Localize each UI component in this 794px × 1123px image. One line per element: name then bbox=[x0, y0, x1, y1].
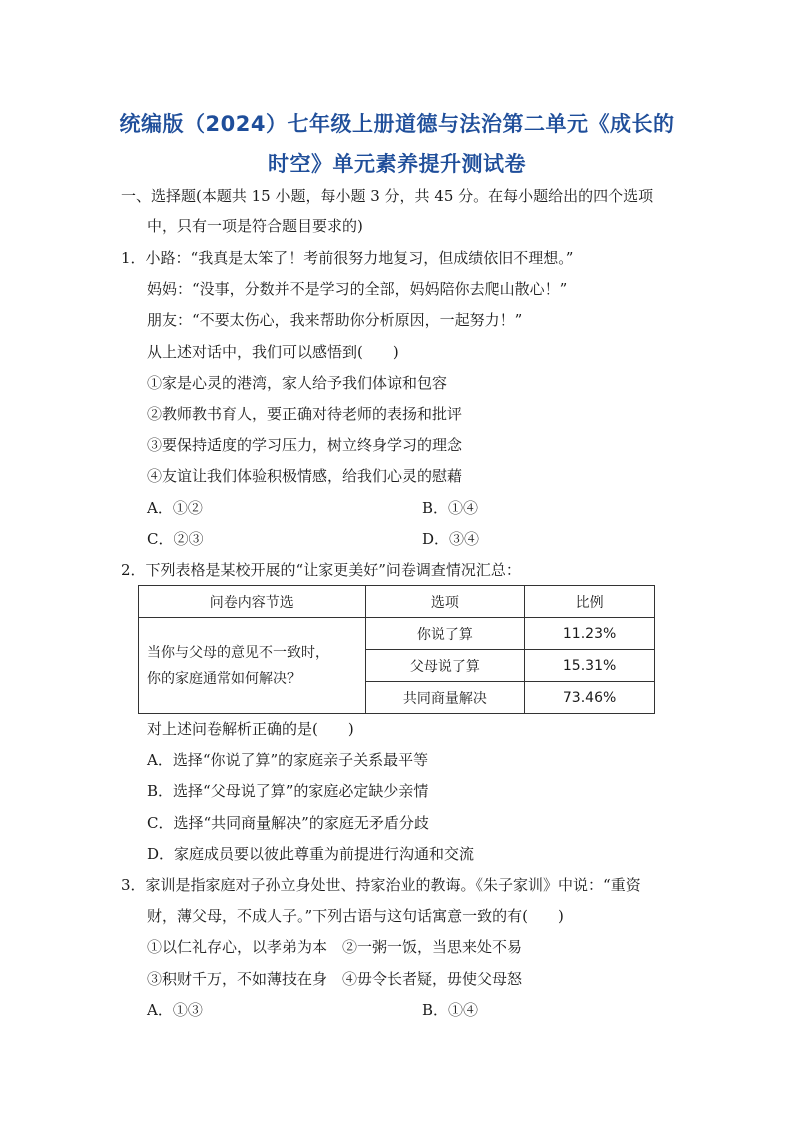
survey-table bbox=[138, 585, 655, 714]
section-heading-cont: 中，只有一项是符合题目要求的) bbox=[147, 217, 363, 235]
table-header-option: 选项 bbox=[365, 586, 525, 618]
q2-option-a: A．选择“你说了算”的家庭亲子关系最平等 bbox=[147, 751, 429, 769]
survey-option-cell: 你说了算 bbox=[365, 618, 525, 650]
survey-question-line-1: 当你与父母的意见不一致时， bbox=[147, 644, 329, 661]
q1-dialog-mom: 妈妈：“没事，分数并不是学习的全部，妈妈陪你去爬山散心！” bbox=[147, 280, 568, 298]
q3-stem: 3．家训是指家庭对子孙立身处世、持家治业的教诲。《朱子家训》中说：“重资 bbox=[121, 876, 641, 894]
table-row bbox=[139, 618, 655, 650]
q2-option-c: C．选择“共同商量解决”的家庭无矛盾分歧 bbox=[147, 814, 429, 832]
exam-title-line-1: 统编版（2024）七年级上册道德与法治第二单元《成长的 bbox=[119, 112, 675, 136]
q3-stem-cont: 财，薄父母，不成人子。”下列古语与这句话寓意一致的有( ) bbox=[147, 907, 564, 925]
q3-items-2: ③积财千万，不如薄技在身 ④毋令长者疑，毋使父母怒 bbox=[147, 970, 523, 988]
q1-statement-3: ③要保持适度的学习压力，树立终身学习的理念 bbox=[147, 436, 463, 454]
q1-statement-4: ④友谊让我们体验积极情感，给我们心灵的慰藉 bbox=[147, 467, 463, 485]
q1-option-c: C．②③ bbox=[147, 530, 204, 548]
survey-option-cell: 父母说了算 bbox=[365, 650, 525, 682]
q2-option-d: D．家庭成员要以彼此尊重为前提进行沟通和交流 bbox=[147, 845, 475, 863]
survey-question-line-2: 你的家庭通常如何解决？ bbox=[147, 670, 301, 687]
survey-ratio-cell: 11.23% bbox=[525, 618, 655, 650]
q1-prompt: 从上述对话中，我们可以感悟到( ) bbox=[147, 343, 399, 361]
section-heading: 一、选择题(本题共 15 小题，每小题 3 分，共 45 分。在每小题给出的四个选项 bbox=[121, 187, 654, 205]
q1-option-d: D．③④ bbox=[422, 530, 480, 548]
q2-prompt: 对上述问卷解析正确的是( ) bbox=[147, 720, 354, 738]
q1-option-a: A．①② bbox=[147, 499, 203, 517]
q3-items-1: ①以仁礼存心，以孝弟为本 ②一粥一饭，当思来处不易 bbox=[147, 938, 523, 956]
table-header-row bbox=[139, 586, 655, 618]
q1-option-b: B．①④ bbox=[422, 499, 479, 517]
q3-option-b: B．①④ bbox=[422, 1001, 479, 1019]
q1-stem: 1．小路：“我真是太笨了！考前很努力地复习，但成绩依旧不理想。” bbox=[121, 249, 574, 267]
survey-question-cell bbox=[139, 618, 366, 714]
q2-stem: 2．下列表格是某校开展的“让家更美好”问卷调查情况汇总： bbox=[121, 561, 521, 579]
survey-ratio-cell: 15.31% bbox=[525, 650, 655, 682]
table-header-ratio: 比例 bbox=[525, 586, 655, 618]
q1-statement-2: ②教师教书育人，要正确对待老师的表扬和批评 bbox=[147, 405, 463, 423]
q1-dialog-friend: 朋友：“不要太伤心，我来帮助你分析原因，一起努力！” bbox=[147, 311, 523, 329]
q2-option-b: B．选择“父母说了算”的家庭必定缺少亲情 bbox=[147, 782, 429, 800]
table-header-content: 问卷内容节选 bbox=[139, 586, 366, 618]
survey-ratio-cell: 73.46% bbox=[525, 682, 655, 714]
survey-option-cell: 共同商量解决 bbox=[365, 682, 525, 714]
exam-title-line-2: 时空》单元素养提升测试卷 bbox=[268, 152, 526, 176]
q3-option-a: A．①③ bbox=[147, 1001, 203, 1019]
q1-statement-1: ①家是心灵的港湾，家人给予我们体谅和包容 bbox=[147, 374, 448, 392]
